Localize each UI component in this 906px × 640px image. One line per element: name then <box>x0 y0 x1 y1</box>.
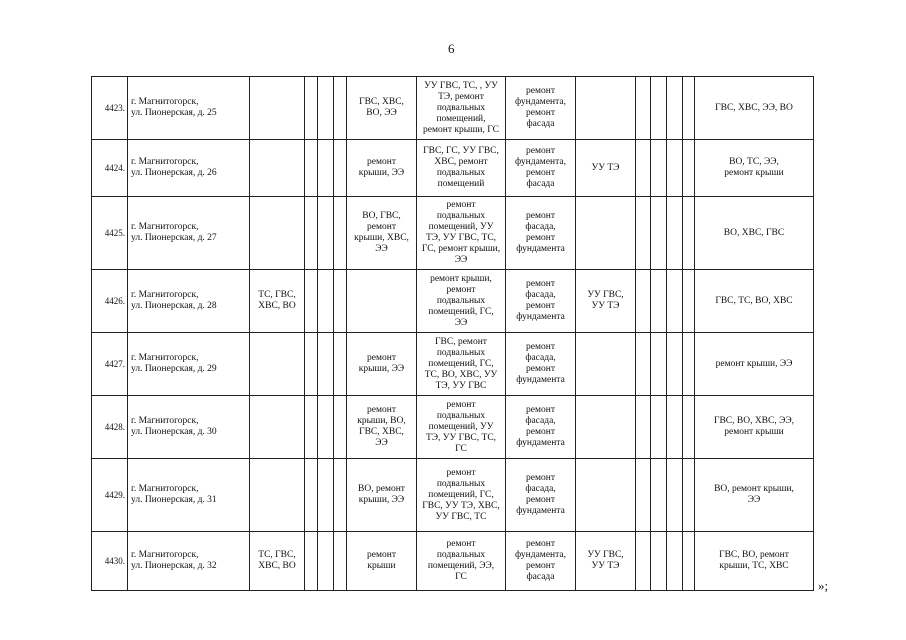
cell-col-3 <box>318 532 334 591</box>
cell-col-11 <box>667 197 683 270</box>
table-row <box>92 77 814 140</box>
cell-col-8 <box>576 459 636 532</box>
table-row <box>92 140 814 197</box>
cell-col-11 <box>667 532 683 591</box>
table-row <box>92 532 814 591</box>
cell-col-2 <box>305 197 318 270</box>
cell-col-7: ремонт фундамента, ремонт фасада <box>506 140 576 197</box>
cell-col-4 <box>334 396 347 459</box>
cell-address: г. Магнитогорск, ул. Пионерская, д. 27 <box>128 197 250 270</box>
page-number: 6 <box>448 41 455 56</box>
cell-col-3 <box>318 270 334 333</box>
cell-col-11 <box>667 459 683 532</box>
cell-col-5: ремонт крыши, ЭЭ <box>347 140 417 197</box>
cell-blank <box>683 140 695 197</box>
cell-col-9 <box>636 270 651 333</box>
cell-col-11 <box>667 77 683 140</box>
cell-blank <box>683 459 695 532</box>
table-row <box>92 396 814 459</box>
closing-quote-mark: »; <box>818 578 829 593</box>
cell-row-number: 4424. <box>92 140 128 197</box>
cell-col-12: ВО, ТС, ЭЭ, ремонт крыши <box>695 140 814 197</box>
cell-col-10 <box>651 396 667 459</box>
cell-col-2 <box>305 459 318 532</box>
cell-blank <box>683 270 695 333</box>
cell-col-4 <box>334 333 347 396</box>
cell-col-8: УУ ГВС, УУ ТЭ <box>576 532 636 591</box>
cell-col-9 <box>636 197 651 270</box>
cell-col-11 <box>667 333 683 396</box>
table-row <box>92 333 814 396</box>
cell-col-4 <box>334 197 347 270</box>
cell-col-5 <box>347 270 417 333</box>
cell-col-8 <box>576 333 636 396</box>
cell-col-3 <box>318 197 334 270</box>
cell-col-6: ремонт подвальных помещений, УУ ТЭ, УУ ГВС, ТС, ГС <box>417 396 506 459</box>
cell-blank <box>683 396 695 459</box>
cell-col-8 <box>576 77 636 140</box>
cell-col-6: ГВС, ремонт подвальных помещений, ГС, ТС, ВО, ХВС, УУ ТЭ, УУ ГВС <box>417 333 506 396</box>
cell-col-4 <box>334 270 347 333</box>
cell-col-12: ГВС, ХВС, ЭЭ, ВО <box>695 77 814 140</box>
cell-blank <box>683 532 695 591</box>
cell-col-9 <box>636 396 651 459</box>
cell-address: г. Магнитогорск, ул. Пионерская, д. 26 <box>128 140 250 197</box>
cell-col-6: ремонт подвальных помещений, УУ ТЭ, УУ ГВС, ТС, ГС, ремонт крыши, ЭЭ <box>417 197 506 270</box>
cell-row-number: 4428. <box>92 396 128 459</box>
cell-col-6: ремонт крыши, ремонт подвальных помещений, ГС, ЭЭ <box>417 270 506 333</box>
cell-col-6: ремонт подвальных помещений, ЭЭ, ГС <box>417 532 506 591</box>
cell-col-12: ГВС, ВО, ремонт крыши, ТС, ХВС <box>695 532 814 591</box>
cell-address: г. Магнитогорск, ул. Пионерская, д. 32 <box>128 532 250 591</box>
cell-blank <box>683 77 695 140</box>
cell-col-7: ремонт фасада, ремонт фундамента <box>506 459 576 532</box>
cell-col-12: ВО, ХВС, ГВС <box>695 197 814 270</box>
cell-col-3 <box>318 396 334 459</box>
cell-address: г. Магнитогорск, ул. Пионерская, д. 29 <box>128 333 250 396</box>
cell-col-1: ТС, ГВС, ХВС, ВО <box>250 270 305 333</box>
cell-col-6: ремонт подвальных помещений, ГС, ГВС, УУ ТЭ, ХВС, УУ ГВС, ТС <box>417 459 506 532</box>
cell-row-number: 4425. <box>92 197 128 270</box>
cell-col-6: ГВС, ГС, УУ ГВС, ХВС, ремонт подвальных помещений <box>417 140 506 197</box>
cell-col-8: УУ ГВС, УУ ТЭ <box>576 270 636 333</box>
cell-col-1 <box>250 333 305 396</box>
cell-col-7: ремонт фундамента, ремонт фасада <box>506 532 576 591</box>
cell-col-2 <box>305 270 318 333</box>
cell-col-7: ремонт фасада, ремонт фундамента <box>506 396 576 459</box>
cell-col-4 <box>334 459 347 532</box>
housing-repair-table <box>91 76 814 591</box>
cell-col-5: ремонт крыши, ВО, ГВС, ХВС, ЭЭ <box>347 396 417 459</box>
cell-col-12: ВО, ремонт крыши, ЭЭ <box>695 459 814 532</box>
cell-address: г. Магнитогорск, ул. Пионерская, д. 25 <box>128 77 250 140</box>
cell-col-9 <box>636 333 651 396</box>
cell-col-4 <box>334 140 347 197</box>
cell-col-7: ремонт фасада, ремонт фундамента <box>506 333 576 396</box>
cell-col-1 <box>250 77 305 140</box>
cell-col-5: ГВС, ХВС, ВО, ЭЭ <box>347 77 417 140</box>
table-row <box>92 197 814 270</box>
cell-col-7: ремонт фундамента, ремонт фасада <box>506 77 576 140</box>
cell-col-2 <box>305 333 318 396</box>
cell-col-10 <box>651 140 667 197</box>
cell-col-11 <box>667 396 683 459</box>
cell-col-1 <box>250 140 305 197</box>
cell-row-number: 4423. <box>92 77 128 140</box>
cell-address: г. Магнитогорск, ул. Пионерская, д. 31 <box>128 459 250 532</box>
cell-col-10 <box>651 459 667 532</box>
cell-col-1 <box>250 396 305 459</box>
cell-row-number: 4430. <box>92 532 128 591</box>
cell-col-10 <box>651 197 667 270</box>
cell-col-8: УУ ТЭ <box>576 140 636 197</box>
cell-col-11 <box>667 270 683 333</box>
cell-col-2 <box>305 532 318 591</box>
cell-col-1 <box>250 459 305 532</box>
cell-col-8 <box>576 396 636 459</box>
cell-col-9 <box>636 532 651 591</box>
table-row <box>92 459 814 532</box>
cell-col-4 <box>334 532 347 591</box>
cell-col-5: ВО, ГВС, ремонт крыши, ХВС, ЭЭ <box>347 197 417 270</box>
cell-address: г. Магнитогорск, ул. Пионерская, д. 28 <box>128 270 250 333</box>
cell-blank <box>683 197 695 270</box>
cell-col-6: УУ ГВС, ТС, , УУ ТЭ, ремонт подвальных помещений, ремонт крыши, ГС <box>417 77 506 140</box>
cell-col-12: ГВС, ВО, ХВС, ЭЭ, ремонт крыши <box>695 396 814 459</box>
cell-col-3 <box>318 459 334 532</box>
cell-col-10 <box>651 77 667 140</box>
cell-col-7: ремонт фасада, ремонт фундамента <box>506 270 576 333</box>
cell-row-number: 4429. <box>92 459 128 532</box>
cell-col-3 <box>318 140 334 197</box>
cell-col-12: ГВС, ТС, ВО, ХВС <box>695 270 814 333</box>
cell-col-10 <box>651 532 667 591</box>
cell-col-9 <box>636 459 651 532</box>
cell-address: г. Магнитогорск, ул. Пионерская, д. 30 <box>128 396 250 459</box>
cell-col-4 <box>334 77 347 140</box>
cell-col-10 <box>651 270 667 333</box>
cell-col-11 <box>667 140 683 197</box>
cell-col-9 <box>636 77 651 140</box>
cell-col-8 <box>576 197 636 270</box>
cell-col-1: ТС, ГВС, ХВС, ВО <box>250 532 305 591</box>
cell-col-12: ремонт крыши, ЭЭ <box>695 333 814 396</box>
cell-col-2 <box>305 140 318 197</box>
table-row <box>92 270 814 333</box>
cell-row-number: 4427. <box>92 333 128 396</box>
cell-col-1 <box>250 197 305 270</box>
cell-col-2 <box>305 77 318 140</box>
cell-blank <box>683 333 695 396</box>
cell-col-2 <box>305 396 318 459</box>
cell-col-3 <box>318 333 334 396</box>
cell-col-5: ВО, ремонт крыши, ЭЭ <box>347 459 417 532</box>
cell-col-3 <box>318 77 334 140</box>
cell-col-7: ремонт фасада, ремонт фундамента <box>506 197 576 270</box>
cell-col-5: ремонт крыши <box>347 532 417 591</box>
cell-col-5: ремонт крыши, ЭЭ <box>347 333 417 396</box>
cell-col-9 <box>636 140 651 197</box>
cell-row-number: 4426. <box>92 270 128 333</box>
cell-col-10 <box>651 333 667 396</box>
